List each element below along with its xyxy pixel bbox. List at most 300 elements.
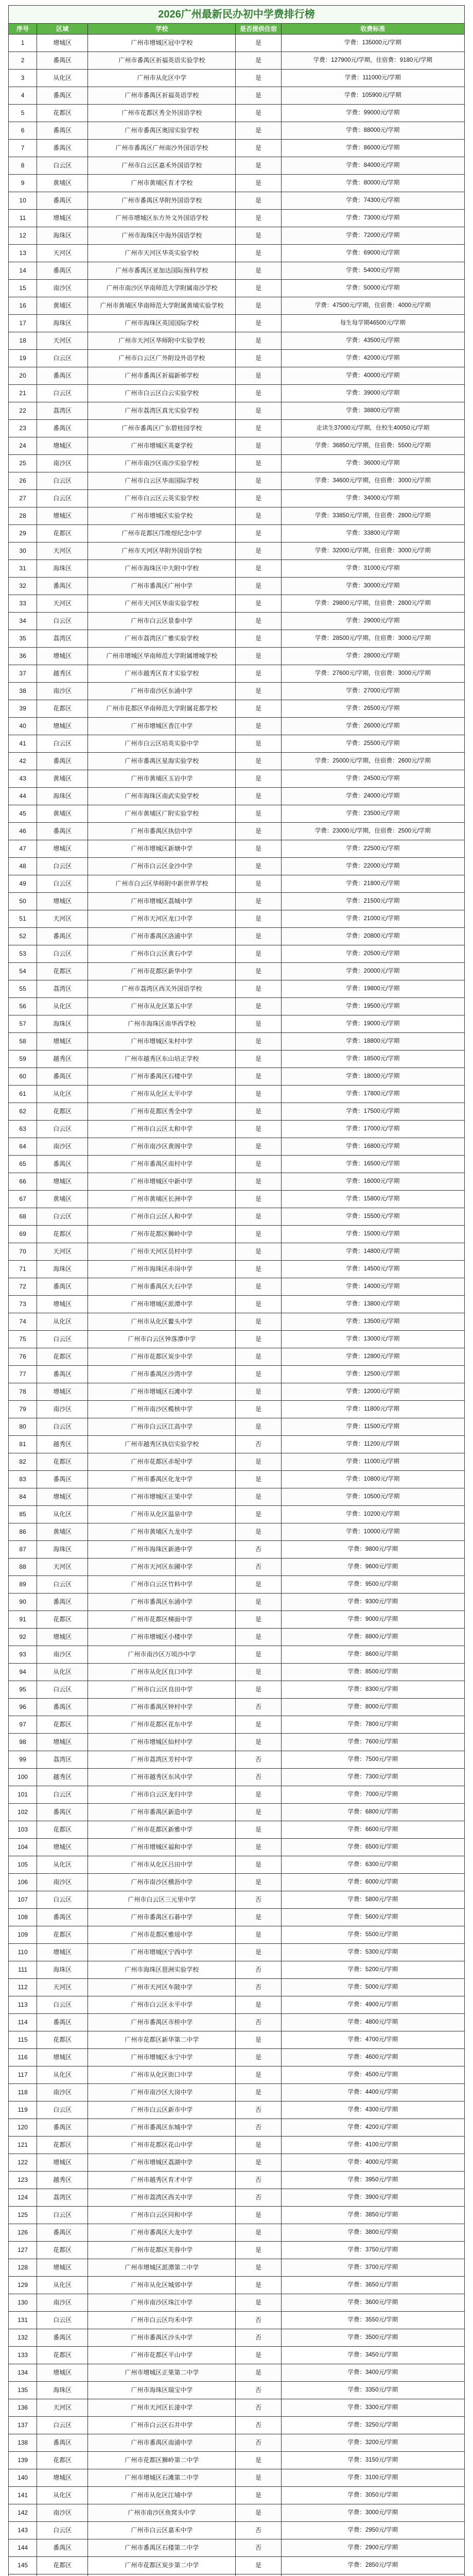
table-row [9, 1629, 465, 1646]
cell-no: 85 [9, 1506, 37, 1523]
cell-boarding: 是 [236, 385, 281, 402]
table-row [9, 1243, 465, 1261]
cell-no: 133 [9, 2347, 37, 2364]
cell-school: 广州市增城区永宁中学 [88, 2049, 236, 2066]
table-row [9, 87, 465, 105]
cell-no: 101 [9, 1786, 37, 1804]
cell-fee: 学费：20000元/学期 [281, 963, 464, 980]
cell-district: 从化区 [37, 1856, 88, 1874]
cell-district: 增城区 [37, 1173, 88, 1191]
cell-boarding: 是 [236, 2487, 281, 2504]
table-row [9, 2259, 465, 2277]
cell-fee: 学费：127900元/学期，住宿费：9180元/学期 [281, 52, 464, 70]
cell-fee: 学费：23500元/学期 [281, 805, 464, 823]
cell-boarding: 是 [236, 1681, 281, 1699]
cell-fee: 学费：2950元/学期 [281, 2522, 464, 2539]
table-row [9, 1156, 465, 1173]
cell-boarding: 是 [236, 2084, 281, 2102]
cell-district: 白云区 [37, 157, 88, 175]
cell-no [9, 2574, 37, 2576]
cell-school: 广州市天河区华附外国语学校 [88, 543, 236, 560]
cell-boarding: 否 [236, 1558, 281, 1576]
cell-no: 32 [9, 578, 37, 595]
cell-no: 23 [9, 420, 37, 437]
cell-boarding: 是 [236, 1839, 281, 1856]
cell-district: 番禺区 [37, 2434, 88, 2452]
cell-district: 南沙区 [37, 1646, 88, 1664]
cell-boarding: 是 [236, 2469, 281, 2487]
table-row [9, 2312, 465, 2329]
cell-fee: 学费：69000元/学期 [281, 245, 464, 262]
cell-fee: 学费：3500元/学期 [281, 2329, 464, 2347]
cell-school: 广州市白云区同和中学 [88, 2207, 236, 2224]
cell-district: 番禺区 [37, 1699, 88, 1716]
cell-boarding: 是 [236, 70, 281, 87]
cell-no: 139 [9, 2452, 37, 2469]
cell-school: 广州市白云区永平中学 [88, 1996, 236, 2014]
cell-fee: 学费：47500元/学期，住宿费：4000元/学期 [281, 297, 464, 315]
cell-district: 荔湾区 [37, 630, 88, 648]
cell-school: 广州市南沙区东涌中学 [88, 683, 236, 700]
table-row [9, 1926, 465, 1944]
cell-boarding: 是 [236, 1296, 281, 1313]
cell-fee: 学费：5300元/学期 [281, 1944, 464, 1961]
cell-no: 31 [9, 560, 37, 578]
cell-school: 广州市番禺区华附外国语学校 [88, 192, 236, 210]
cell-no: 40 [9, 718, 37, 735]
table-row [9, 1033, 465, 1050]
cell-boarding: 否 [236, 2399, 281, 2417]
cell-school: 广州市番禺区石楼第二中学 [88, 2539, 236, 2557]
cell-no: 55 [9, 980, 37, 998]
cell-no: 134 [9, 2364, 37, 2382]
cell-boarding: 是 [236, 437, 281, 455]
cell-boarding: 是 [236, 1926, 281, 1944]
cell-district: 白云区 [37, 2417, 88, 2434]
cell-school: 广州市海珠区中海外国语学校 [88, 227, 236, 245]
cell-fee: 学费：14800元/学期 [281, 1243, 464, 1261]
cell-fee: 学费：3350元/学期 [281, 2382, 464, 2399]
cell-district: 天河区 [37, 1979, 88, 1996]
cell-school: 广州市增城区香江中学 [88, 718, 236, 735]
cell-no: 117 [9, 2066, 37, 2084]
cell-district: 白云区 [37, 1891, 88, 1909]
cell-school: 广州市番禺区广州中学 [88, 578, 236, 595]
cell-district: 增城区 [37, 2049, 88, 2066]
cell-district: 花都区 [37, 1716, 88, 1734]
table-row [9, 1716, 465, 1734]
table-row [9, 315, 465, 332]
cell-fee: 走读生37000元/学期，住校生40050元/学期 [281, 420, 464, 437]
table-row [9, 245, 465, 262]
table-row [9, 998, 465, 1015]
cell-boarding: 是 [236, 770, 281, 788]
cell-boarding: 是 [236, 1366, 281, 1383]
cell-no: 103 [9, 1821, 37, 1839]
cell-no: 94 [9, 1664, 37, 1681]
cell-boarding: 是 [236, 525, 281, 543]
cell-no: 66 [9, 1173, 37, 1191]
cell-boarding: 是 [236, 2364, 281, 2382]
cell-boarding: 是 [236, 560, 281, 578]
cell-fee: 学费：21500元/学期 [281, 893, 464, 910]
cell-no: 63 [9, 1121, 37, 1138]
table-row [9, 1664, 465, 1681]
cell-fee: 学费：3100元/学期 [281, 2469, 464, 2487]
cell-boarding: 是 [236, 1086, 281, 1103]
cell-fee: 学费：3050元/学期 [281, 2487, 464, 2504]
cell-fee: 学费：4600元/学期 [281, 2049, 464, 2066]
cell-school: 广州市番禺区大龙中学 [88, 2224, 236, 2242]
cell-no: 58 [9, 1033, 37, 1050]
cell-school: 广州市增城区宁西中学 [88, 1944, 236, 1961]
cell-school: 广州市天河区长湴中学 [88, 2399, 236, 2417]
cell-school: 广州市南沙区榄核中学 [88, 1401, 236, 1418]
cell-district: 黄埔区 [37, 770, 88, 788]
table-row [9, 2066, 465, 2084]
cell-school: 广州市番禺区钟村中学 [88, 1699, 236, 1716]
cell-district: 花都区 [37, 105, 88, 122]
cell-school: 广州市花都区狮岭第二中学 [88, 2452, 236, 2469]
table-row [9, 718, 465, 735]
cell-fee: 学费：3200元/学期 [281, 2434, 464, 2452]
cell-district: 白云区 [37, 1681, 88, 1699]
cell-no: 49 [9, 875, 37, 893]
cell-no: 84 [9, 1488, 37, 1506]
cell-boarding: 否 [236, 1436, 281, 1453]
cell-boarding: 是 [236, 1348, 281, 1366]
cell-no: 74 [9, 1313, 37, 1331]
cell-fee: 学费：12800元/学期 [281, 1348, 464, 1366]
cell-district: 花都区 [37, 1926, 88, 1944]
cell-school: 广州市南沙区华南师范大学附属南沙学校 [88, 280, 236, 297]
table-row [9, 1751, 465, 1769]
table-row [9, 1173, 465, 1191]
cell-boarding: 是 [236, 2347, 281, 2364]
cell-school: 广州市从化区鳌头中学 [88, 1313, 236, 1331]
cell-school: 广州市花都区狮岭中学 [88, 1226, 236, 1243]
cell-fee: 学费：23000元/学期，住宿费：2500元/学期 [281, 823, 464, 840]
table-row [9, 805, 465, 823]
table-row [9, 1681, 465, 1699]
cell-school: 广州市南沙区鱼窝头中学 [88, 2504, 236, 2522]
table-row [9, 2154, 465, 2172]
table-row [9, 2434, 465, 2452]
cell-fee: 学费：2900元/学期 [281, 2539, 464, 2557]
table-row [9, 2539, 465, 2557]
table-row [9, 665, 465, 683]
cell-boarding: 是 [236, 402, 281, 420]
cell-school: 广州市海珠区瑞宝中学 [88, 2382, 236, 2399]
table-row [9, 262, 465, 280]
cell-no: 89 [9, 1576, 37, 1594]
cell-school: 广州市越秀区东风中学 [88, 1769, 236, 1786]
table-row [9, 490, 465, 507]
cell-fee: 学费：6800元/学期 [281, 1804, 464, 1821]
cell-no: 93 [9, 1646, 37, 1664]
cell-district: 白云区 [37, 350, 88, 367]
table-row [9, 2347, 465, 2364]
cell-district: 番禺区 [37, 928, 88, 945]
cell-district: 黄埔区 [37, 175, 88, 192]
table-body [9, 35, 465, 2576]
cell-boarding: 否 [236, 1699, 281, 1716]
cell-boarding: 是 [236, 35, 281, 52]
header-fee: 收费标准 [281, 24, 464, 35]
cell-district: 番禺区 [37, 1594, 88, 1611]
cell-no: 6 [9, 122, 37, 140]
table-row [9, 630, 465, 648]
cell-school: 广州市白云区嘉禾外国语学校 [88, 157, 236, 175]
cell-school: 广州市增城区荔湖中学 [88, 2154, 236, 2172]
table-row [9, 1208, 465, 1226]
cell-boarding: 是 [236, 980, 281, 998]
cell-school: 广州市花都区秀全中学 [88, 1103, 236, 1121]
table-row [9, 963, 465, 980]
cell-fee: 学费：24500元/学期 [281, 770, 464, 788]
table-row [9, 1296, 465, 1313]
cell-boarding: 是 [236, 2154, 281, 2172]
cell-boarding: 是 [236, 1156, 281, 1173]
cell-district: 黄埔区 [37, 1191, 88, 1208]
cell-boarding: 是 [236, 753, 281, 770]
cell-no: 51 [9, 910, 37, 928]
cell-boarding: 是 [236, 105, 281, 122]
cell-school: 广州市天河区华南实验学校 [88, 595, 236, 613]
table-row [9, 2172, 465, 2189]
cell-no: 95 [9, 1681, 37, 1699]
cell-district: 番禺区 [37, 1909, 88, 1926]
cell-fee: 学费：3800元/学期 [281, 2224, 464, 2242]
cell-school: 广州市白云区竹料中学 [88, 1576, 236, 1594]
cell-district: 增城区 [37, 840, 88, 858]
cell-district: 海珠区 [37, 788, 88, 805]
table-row [9, 1874, 465, 1891]
cell-no: 112 [9, 1979, 37, 1996]
cell-no: 87 [9, 1541, 37, 1558]
cell-boarding: 是 [236, 2259, 281, 2277]
cell-boarding: 是 [236, 87, 281, 105]
cell-no: 137 [9, 2417, 37, 2434]
cell-school: 广州市番禺区广东碧桂园学校 [88, 420, 236, 437]
cell-school: 广州市白云区白云实验学校 [88, 385, 236, 402]
cell-fee: 学费：5500元/学期 [281, 1926, 464, 1944]
cell-fee: 学费：3450元/学期 [281, 2347, 464, 2364]
cell-boarding: 是 [236, 1611, 281, 1629]
cell-district: 白云区 [37, 2102, 88, 2119]
cell-boarding: 是 [236, 1471, 281, 1488]
cell-boarding: 是 [236, 2031, 281, 2049]
cell-fee: 学费：18000元/学期 [281, 1068, 464, 1086]
cell-boarding: 否 [236, 2312, 281, 2329]
cell-school: 广州市番禺区星海实验学校 [88, 753, 236, 770]
cell-boarding: 否 [236, 1961, 281, 1979]
cell-school: 广州市从化区中学 [88, 70, 236, 87]
cell-district: 南沙区 [37, 455, 88, 472]
cell-district: 番禺区 [37, 2329, 88, 2347]
cell-school: 广州市增城区派潭中学 [88, 1296, 236, 1313]
cell-boarding: 是 [236, 683, 281, 700]
cell-district: 黄埔区 [37, 297, 88, 315]
table-row [9, 1611, 465, 1629]
cell-school: 广州市白云区新市中学 [88, 2102, 236, 2119]
cell-school: 广州市海珠区英国国际学校 [88, 315, 236, 332]
cell-school: 广州市增城区福和中学 [88, 1839, 236, 1856]
cell-school: 广州市花都区新华第二中学 [88, 2031, 236, 2049]
table-row [9, 1313, 465, 1331]
cell-district: 白云区 [37, 735, 88, 753]
table-row [9, 945, 465, 963]
cell-no: 47 [9, 840, 37, 858]
cell-boarding: 否 [236, 2102, 281, 2119]
cell-no: 105 [9, 1856, 37, 1874]
cell-boarding: 是 [236, 595, 281, 613]
cell-boarding: 是 [236, 2294, 281, 2312]
cell-school: 广州市花都区梯面中学 [88, 1611, 236, 1629]
cell-district: 海珠区 [37, 227, 88, 245]
cell-boarding: 是 [236, 1138, 281, 1156]
cell-fee: 学费：15500元/学期 [281, 1208, 464, 1226]
cell-school: 广州市增城区仙村中学 [88, 1734, 236, 1751]
cell-boarding: 是 [236, 490, 281, 507]
cell-district: 白云区 [37, 1208, 88, 1226]
cell-school: 广州市海珠区中大附中学校 [88, 560, 236, 578]
cell-district: 从化区 [37, 1313, 88, 1331]
cell-district: 从化区 [37, 1506, 88, 1523]
cell-boarding: 否 [236, 2014, 281, 2031]
cell-school: 广州市白云区景泰中学 [88, 613, 236, 630]
cell-school: 广州市番禺区市桥中学 [88, 2014, 236, 2031]
cell-school: 广州市番禺区沙湾中学 [88, 1366, 236, 1383]
cell-boarding: 否 [236, 2382, 281, 2399]
cell-school: 广州市白云区三元里中学 [88, 1891, 236, 1909]
cell-no: 2 [9, 52, 37, 70]
cell-fee: 学费：8300元/学期 [281, 1681, 464, 1699]
cell-no: 10 [9, 192, 37, 210]
cell-district: 番禺区 [37, 52, 88, 70]
table-row [9, 1050, 465, 1068]
cell-district: 番禺区 [37, 420, 88, 437]
table-row [9, 1734, 465, 1751]
table-row [9, 2084, 465, 2102]
table-row [9, 2487, 465, 2504]
cell-district: 白云区 [37, 490, 88, 507]
cell-district: 南沙区 [37, 2504, 88, 2522]
cell-no: 113 [9, 1996, 37, 2014]
cell-no: 81 [9, 1436, 37, 1453]
cell-no: 75 [9, 1331, 37, 1348]
cell-district: 白云区 [37, 385, 88, 402]
cell-boarding: 是 [236, 1015, 281, 1033]
cell-boarding: 是 [236, 210, 281, 227]
cell-fee: 学费：17000元/学期 [281, 1121, 464, 1138]
cell-fee: 学费：18500元/学期 [281, 1050, 464, 1068]
cell-boarding: 是 [236, 175, 281, 192]
cell-school: 广州市增城区实验学校 [88, 507, 236, 525]
cell-fee: 学费：13500元/学期 [281, 1313, 464, 1331]
cell-no: 108 [9, 1909, 37, 1926]
cell-district: 番禺区 [37, 122, 88, 140]
cell-boarding: 是 [236, 1278, 281, 1296]
cell-fee: 学费：111000元/学期 [281, 70, 464, 87]
table-row [9, 1839, 465, 1856]
cell-no: 135 [9, 2382, 37, 2399]
cell-school: 广州市海珠区新港中学 [88, 1541, 236, 1558]
cell-no: 119 [9, 2102, 37, 2119]
cell-district: 增城区 [37, 210, 88, 227]
cell-district: 花都区 [37, 1348, 88, 1366]
cell-fee: 学费：8500元/学期 [281, 1664, 464, 1681]
cell-school: 广州市番禺区石碁中学 [88, 1909, 236, 1926]
cell-boarding: 是 [236, 648, 281, 665]
cell-boarding: 是 [236, 1716, 281, 1734]
cell-no: 42 [9, 753, 37, 770]
table-row [9, 402, 465, 420]
cell-fee: 学费：31000元/学期 [281, 560, 464, 578]
cell-no: 72 [9, 1278, 37, 1296]
cell-district: 增城区 [37, 1839, 88, 1856]
cell-boarding: 是 [236, 1821, 281, 1839]
cell-fee: 学费：4300元/学期 [281, 2102, 464, 2119]
cell-boarding: 是 [236, 1786, 281, 1804]
cell-no: 145 [9, 2557, 37, 2574]
cell-boarding: 是 [236, 1734, 281, 1751]
table-row [9, 2469, 465, 2487]
cell-no: 53 [9, 945, 37, 963]
cell-fee: 学费：3300元/学期 [281, 2399, 464, 2417]
table-row [9, 1944, 465, 1961]
cell-no: 65 [9, 1156, 37, 1173]
cell-no: 14 [9, 262, 37, 280]
cell-no: 118 [9, 2084, 37, 2102]
cell-fee: 学费：86000元/学期 [281, 140, 464, 157]
table-row [9, 1558, 465, 1576]
cell-district: 南沙区 [37, 1138, 88, 1156]
cell-district: 从化区 [37, 1086, 88, 1103]
cell-school: 广州市天河区华师附中实验学校 [88, 332, 236, 350]
header-boarding: 是否提供住宿 [236, 24, 281, 35]
cell-boarding: 是 [236, 543, 281, 560]
cell-district: 天河区 [37, 595, 88, 613]
cell-school: 广州市增城区新塘中学 [88, 840, 236, 858]
cell-district: 白云区 [37, 2207, 88, 2224]
cell-boarding: 是 [236, 2049, 281, 2066]
cell-boarding: 是 [236, 578, 281, 595]
table-row [9, 1786, 465, 1804]
cell-no: 8 [9, 157, 37, 175]
cell-no: 52 [9, 928, 37, 945]
cell-no: 24 [9, 437, 37, 455]
table-header [9, 24, 465, 35]
cell-district: 花都区 [37, 1453, 88, 1471]
page-title: 2026广州最新民办初中学费排行榜 [8, 5, 465, 23]
cell-school: 广州市花都区华南师范大学附属花都学校 [88, 700, 236, 718]
cell-district: 花都区 [37, 2347, 88, 2364]
cell-school: 广州市番禺区东涌中学 [88, 1594, 236, 1611]
cell-school: 广州市花都区赤坭中学 [88, 1453, 236, 1471]
table-row [9, 613, 465, 630]
cell-boarding: 是 [236, 315, 281, 332]
table-row [9, 1261, 465, 1278]
cell-boarding: 是 [236, 928, 281, 945]
cell-boarding: 否 [236, 2539, 281, 2557]
cell-boarding: 是 [236, 998, 281, 1015]
cell-no: 125 [9, 2207, 37, 2224]
cell-school: 广州市花都区秀全外国语学校 [88, 105, 236, 122]
cell-boarding: 是 [236, 1996, 281, 2014]
table-row [9, 1453, 465, 1471]
cell-no: 138 [9, 2434, 37, 2452]
